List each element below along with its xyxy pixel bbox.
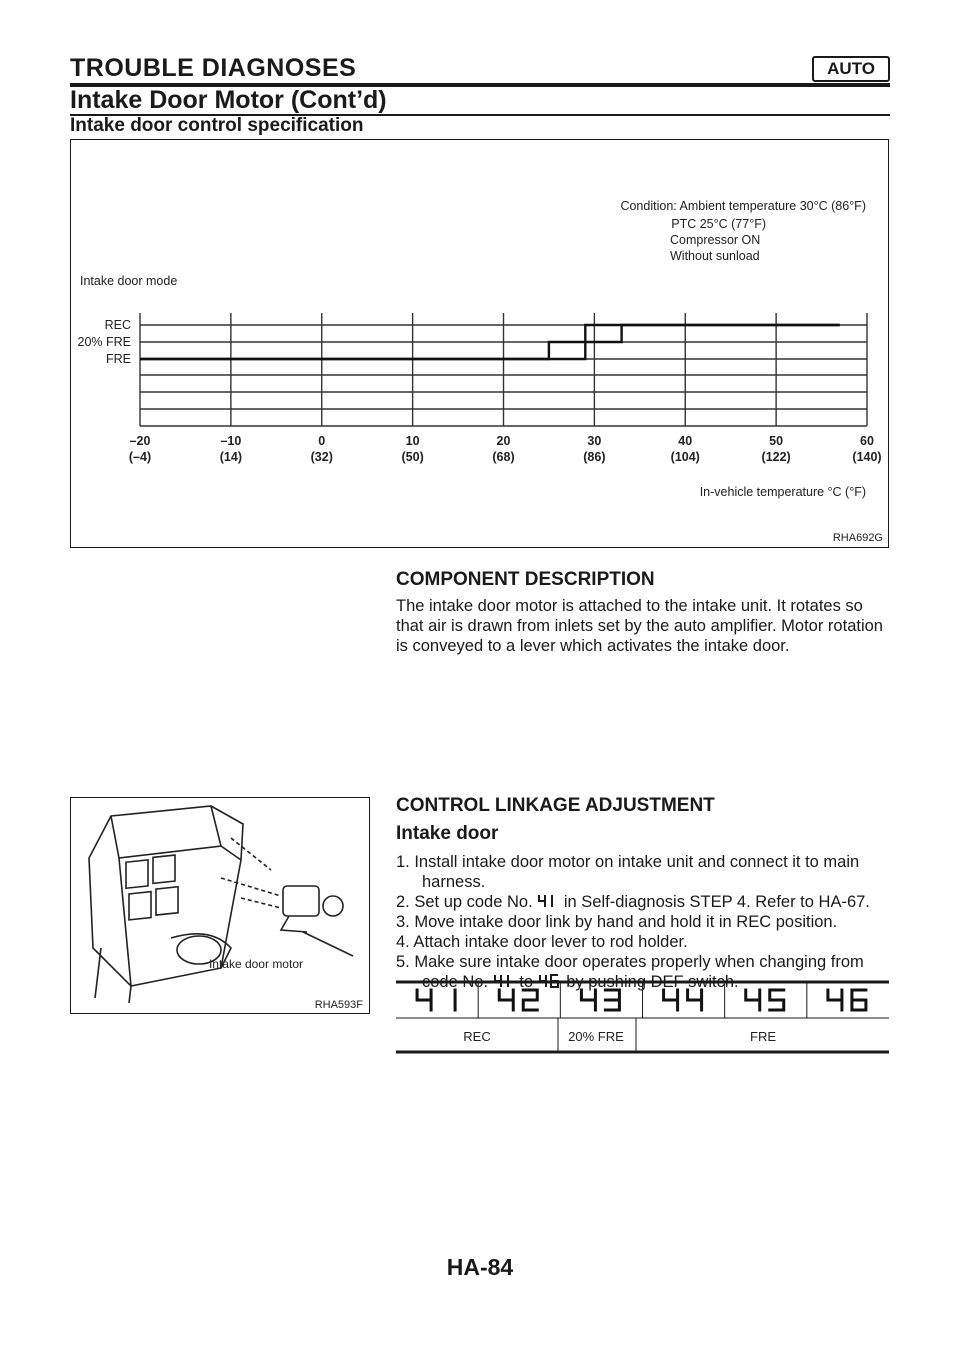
code-45-digit-1 — [770, 990, 784, 1010]
inlet-grille-4 — [156, 887, 178, 915]
x-tick-c-7: 50 — [769, 434, 784, 448]
step-5-text-a: 5. Make sure intake door operates properly when changing from code No. — [396, 953, 864, 991]
x-tick-f-2: (32) — [310, 450, 333, 464]
inlet-grille-2 — [153, 855, 175, 883]
figure-id: RHA692G — [832, 532, 883, 544]
code-44-digit-0 — [664, 990, 678, 1010]
x-tick-f-1: (14) — [219, 450, 242, 464]
code-41-digit-0 — [417, 990, 431, 1010]
y-label-20-fre: 20% FRE — [77, 335, 131, 349]
chart-grid — [140, 313, 867, 426]
y-label-fre: FRE — [106, 352, 131, 366]
mode-20-fre: 20% FRE — [568, 1029, 624, 1044]
code-43-digit-0 — [581, 990, 595, 1010]
x-tick-c-0: –20 — [129, 434, 151, 448]
intake-door-motor-shape — [283, 886, 319, 916]
component-description-text: The intake door motor is attached to the intake unit. It rotates so that air is drawn from inlets set by the auto amplifier. Motor rotation is conveyed to a lever which activates the intake door. — [396, 597, 883, 655]
y-label-rec: REC — [104, 318, 131, 332]
intake-door-chart — [71, 140, 888, 547]
figure-id-2: RHA593F — [314, 999, 363, 1011]
step-3: 3. Move intake door link by hand and hold it in REC position. — [396, 913, 838, 931]
x-tick-f-8: (140) — [852, 450, 882, 464]
code-45-digit-0 — [746, 990, 760, 1010]
x-ticks — [129, 434, 882, 464]
page-number: HA-84 — [446, 1254, 514, 1280]
condition-line-2: PTC 25°C (77°F) — [671, 217, 766, 231]
intake-unit-illustration — [71, 798, 369, 1013]
code-42-digit-1 — [523, 990, 537, 1010]
auto-badge: AUTO — [812, 56, 890, 82]
mode-rec: REC — [463, 1029, 491, 1044]
code-46-digit-0 — [828, 990, 842, 1010]
x-tick-c-8: 60 — [860, 434, 874, 448]
step-2-text-a: 2. Set up code No. — [396, 893, 533, 911]
condition-line-1: Condition: Ambient temperature 30°C (86°F) — [620, 199, 866, 213]
linkage-adjustment-title: CONTROL LINKAGE ADJUSTMENT — [396, 795, 715, 816]
code-46-digit-1 — [852, 990, 866, 1010]
code-44-digit-1 — [688, 990, 702, 1010]
code-43-digit-1 — [605, 990, 619, 1010]
step-4: 4. Attach intake door lever to rod holder. — [396, 933, 688, 951]
x-tick-f-6: (104) — [670, 450, 700, 464]
step-5-text-c: by pushing DEF switch. — [566, 973, 739, 991]
condition-line-3: Compressor ON — [670, 233, 761, 247]
inlet-grille-1 — [126, 860, 148, 888]
x-tick-f-3: (50) — [401, 450, 424, 464]
x-tick-c-1: –10 — [220, 434, 242, 448]
code-mode-table — [396, 980, 889, 1054]
x-axis-title: In-vehicle temperature °C (°F) — [699, 485, 866, 499]
step-2-text-b: in Self-diagnosis STEP 4. Refer to HA-67. — [563, 893, 870, 911]
x-tick-c-6: 40 — [678, 434, 693, 448]
spec-heading: Intake door control specification — [70, 115, 364, 136]
x-tick-f-4: (68) — [492, 450, 515, 464]
x-tick-c-5: 30 — [587, 434, 602, 448]
y-axis-title: Intake door mode — [80, 274, 178, 288]
page-subtitle: Intake Door Motor (Cont’d) — [70, 86, 387, 114]
x-tick-f-7: (122) — [761, 450, 791, 464]
code-41-glyph — [537, 893, 559, 909]
code-42-digit-0 — [499, 990, 513, 1010]
component-description-title: COMPONENT DESCRIPTION — [396, 569, 655, 590]
x-tick-f-0: (–4) — [128, 450, 152, 464]
condition-line-4: Without sunload — [670, 249, 760, 263]
x-tick-c-4: 20 — [496, 434, 511, 448]
intake-door-subtitle: Intake door — [396, 823, 499, 844]
section-title: TROUBLE DIAGNOSES — [70, 54, 357, 82]
mode-fre: FRE — [750, 1029, 776, 1044]
step-1: 1. Install intake door motor on intake unit and connect it to main harness. — [396, 853, 860, 891]
x-tick-c-3: 10 — [405, 434, 420, 448]
step-2 — [396, 892, 896, 912]
step-5-text-b: to — [519, 973, 533, 991]
adjustment-steps — [396, 852, 896, 992]
x-tick-c-2: 0 — [318, 434, 326, 448]
intake-door-motor-label: Intake door motor — [208, 957, 303, 971]
inlet-grille-3 — [129, 892, 151, 920]
x-tick-f-5: (86) — [583, 450, 606, 464]
